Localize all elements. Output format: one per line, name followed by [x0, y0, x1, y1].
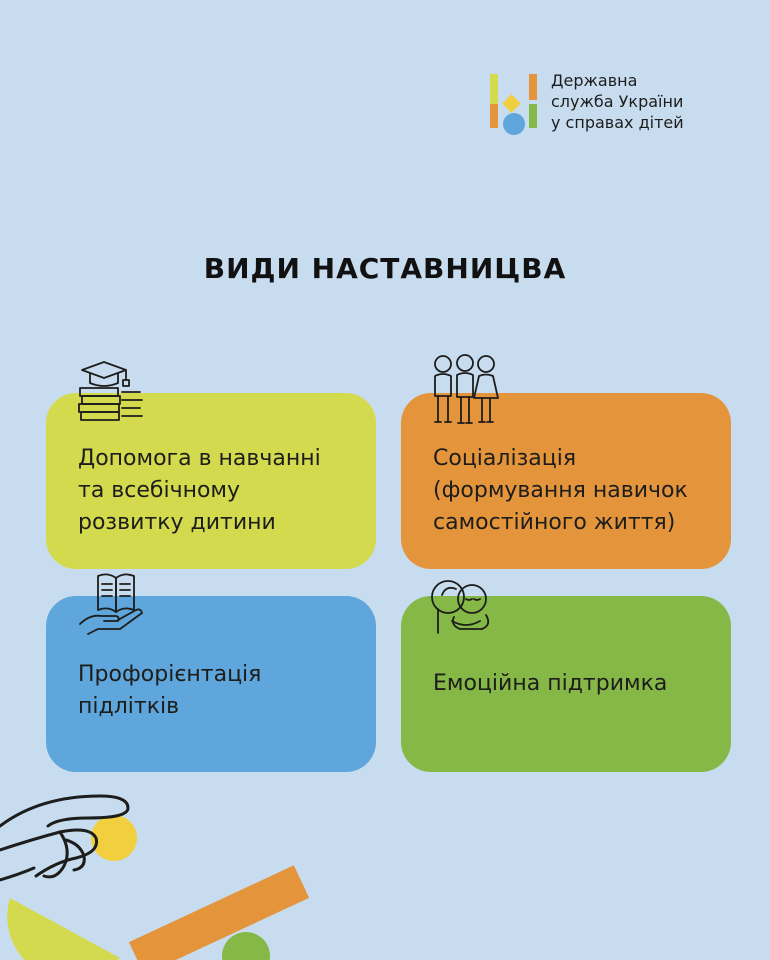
hug-icon: [428, 575, 498, 639]
card-career-text: [78, 659, 261, 723]
brand-name: [551, 70, 751, 133]
graduation-books-icon: [76, 360, 148, 428]
brand-line-2: служба України: [551, 92, 684, 111]
card-line: самостійного життя): [433, 510, 676, 535]
card-emotional-text: [433, 668, 667, 700]
card-line: Соціалізація: [433, 446, 577, 471]
logo-icon: [490, 72, 540, 136]
brand-line-1: Державна: [551, 71, 638, 90]
card-line: розвитку дитини: [78, 510, 276, 535]
children-group-icon: [430, 352, 500, 428]
book-in-hand-icon: [76, 568, 146, 638]
card-education-text: [78, 443, 321, 539]
card-line: та всебічному: [78, 478, 241, 503]
card-line: (формування навичок: [433, 478, 688, 503]
card-socialization-text: [433, 443, 688, 539]
card-line: Емоційна підтримка: [433, 671, 668, 696]
card-line: Профорієнтація: [78, 662, 262, 687]
decorative-hand-illustration: [0, 780, 330, 960]
page-title: ВИДИ НАСТАВНИЦВА: [203, 252, 567, 285]
card-line: Допомога в навчанні: [78, 446, 321, 471]
brand-line-3: у справах дітей: [551, 113, 684, 132]
card-line: підлітків: [78, 694, 180, 719]
